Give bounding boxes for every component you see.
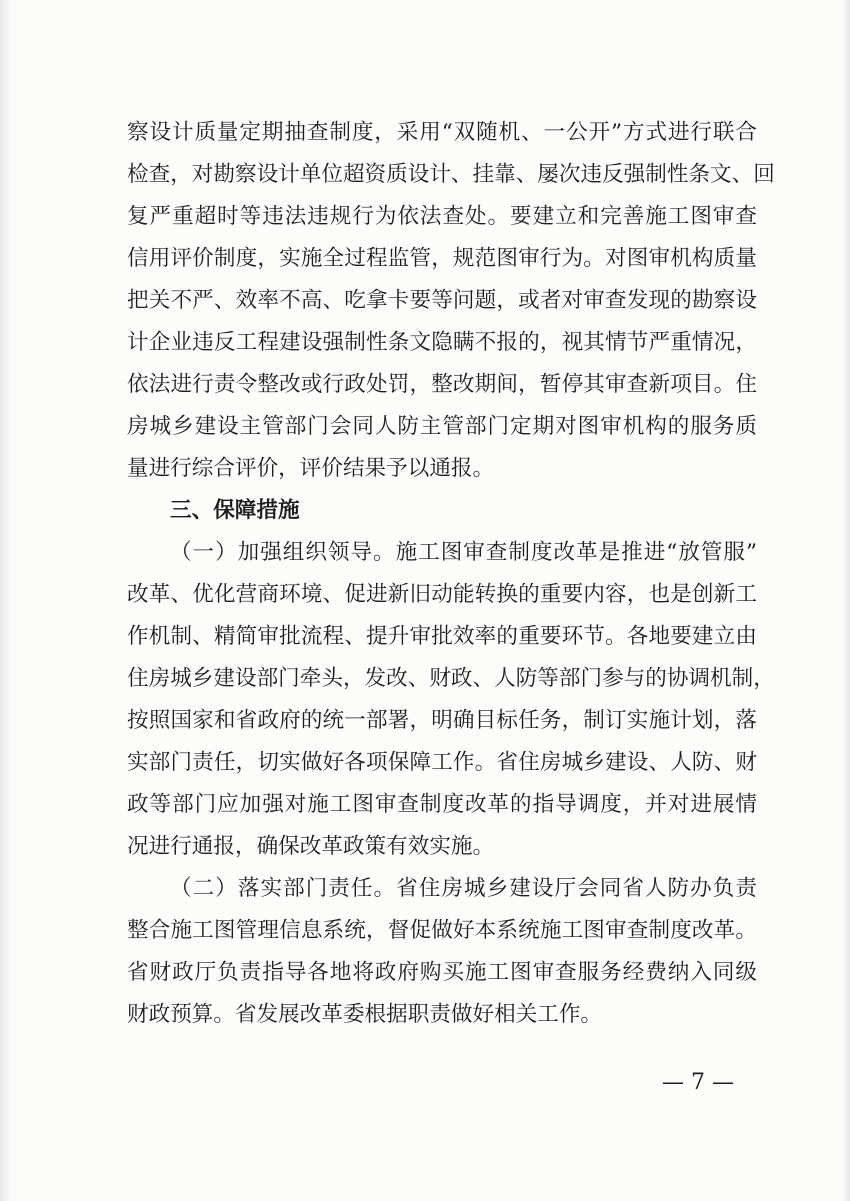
document-body <box>127 112 775 1036</box>
scan-edge-left <box>0 0 12 1201</box>
text-line: 量进行综合评价，评价结果予以通报。 <box>127 456 495 481</box>
text-line: 察设计质量定期抽查制度，采用“双随机、一公开”方式进行联合 <box>127 120 757 145</box>
page-number: — 7 — <box>662 1070 734 1095</box>
text-line: （一）加强组织领导。施工图审查制度改革是推进“放管服” <box>170 540 757 565</box>
section-heading: 三、保障措施 <box>170 498 300 523</box>
text-line: 检查，对勘察设计单位超资质设计、挂靠、屡次违反强制性条文、回 <box>127 162 775 187</box>
text-line: 整合施工图管理信息系统，督促做好本系统施工图审查制度改革。 <box>127 918 757 943</box>
text-line: 计企业违反工程建设强制性条文隐瞒不报的，视其情节严重情况， <box>127 330 757 355</box>
text-line: 房城乡建设主管部门会同人防主管部门定期对图审机构的服务质 <box>127 414 757 439</box>
text-line: 把关不严、效率不高、吃拿卡要等问题，或者对审查发现的勘察设 <box>127 288 757 313</box>
text-line: 复严重超时等违法违规行为依法查处。要建立和完善施工图审查 <box>127 204 757 229</box>
text-line: 改革、优化营商环境、促进新旧动能转换的重要内容，也是创新工 <box>127 582 757 607</box>
text-line: 省财政厅负责指导各地将政府购买施工图审查服务经费纳入同级 <box>127 960 757 985</box>
text-line: 作机制、精简审批流程、提升审批效率的重要环节。各地要建立由 <box>127 624 757 649</box>
text-line: 依法进行责令整改或行政处罚，整改期间，暂停其审查新项目。住 <box>127 372 757 397</box>
text-line: （二）落实部门责任。省住房城乡建设厅会同省人防办负责 <box>170 876 757 901</box>
text-line: 财政预算。省发展改革委根据职责做好相关工作。 <box>127 1002 603 1027</box>
text-line: 政等部门应加强对施工图审查制度改革的指导调度，并对进展情 <box>127 792 757 817</box>
text-line: 况进行通报，确保改革政策有效实施。 <box>127 834 495 859</box>
text-line: 住房城乡建设部门牵头，发改、财政、人防等部门参与的协调机制， <box>127 666 775 691</box>
text-line: 按照国家和省政府的统一部署，明确目标任务，制订实施计划，落 <box>127 708 757 733</box>
scan-edge-right <box>842 0 850 1201</box>
text-line: 信用评价制度，实施全过程监管，规范图审行为。对图审机构质量 <box>127 246 757 271</box>
text-line: 实部门责任，切实做好各项保障工作。省住房城乡建设、人防、财 <box>127 750 757 775</box>
